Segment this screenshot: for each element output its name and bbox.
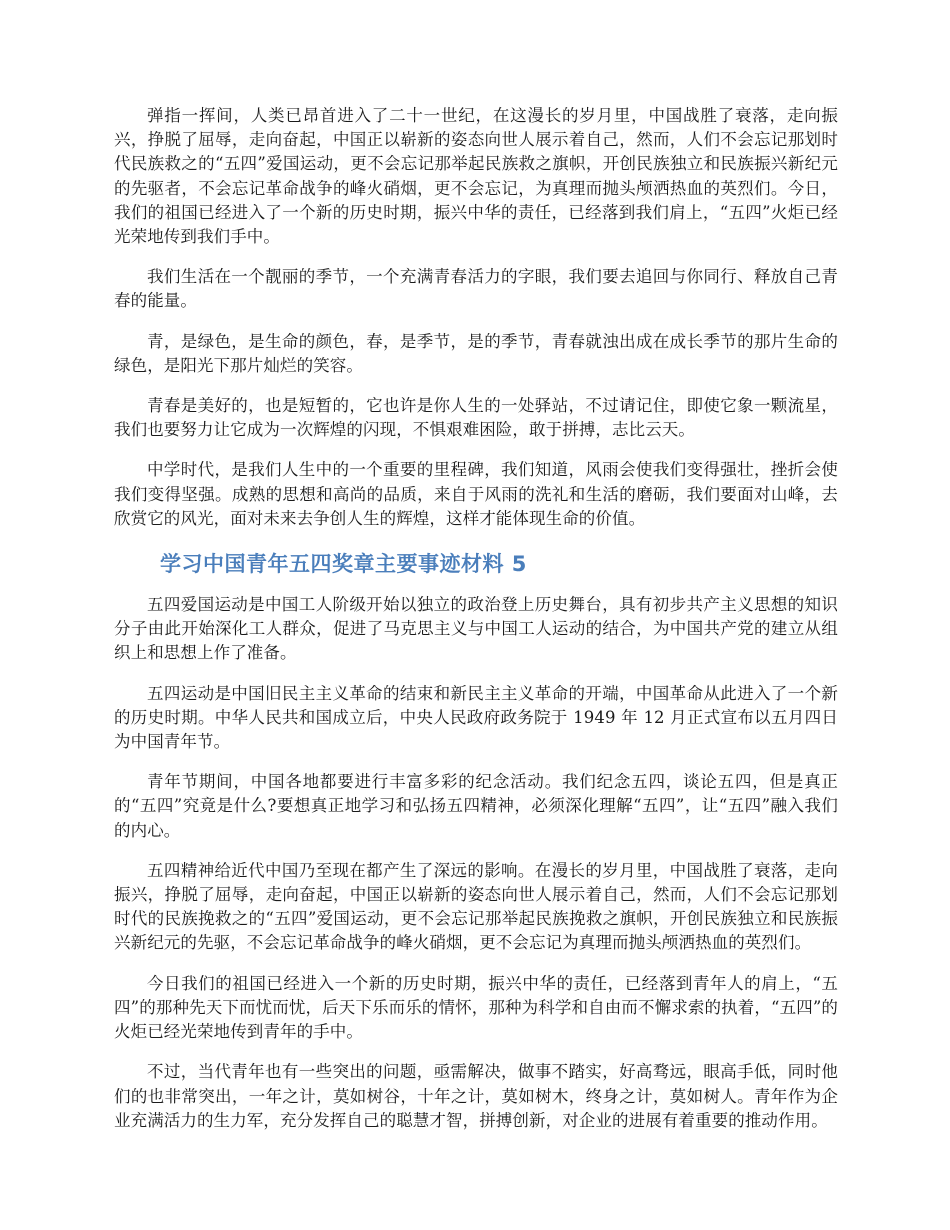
body-paragraph-1: 弹指一挥间，人类已昂首进入了二十一世纪，在这漫长的岁月里，中国战胜了衰落，走向振兴，挣脱了屈辱，走向奋起，中国正以崭新的姿态向世人展示着自己，然而，人们不会忘记那划时代民族救之的“五四”爱国运动，更不会忘记那举起民族救之旗帜，开创民族独立和民族振兴新纪元的先驱者，不会忘记革命战争的峰火硝烟，更不会忘记，为真理而抛头颅洒热血的英烈们。今日，我们的祖国已经进入了一个新的历史时期，振兴中华的责任，已经落到我们肩上，“五四”火炬已经光荣地传到我们手中。: [114, 106, 838, 247]
body-paragraph-6: 五四爱国运动是中国工人阶级开始以独立的政治登上历史舞台，具有初步共产主义思想的知识分子由此开始深化工人群众，促进了马克思主义与中国工人运动的结合，为中国共产党的建立从组织上和思想上作了准备。: [114, 595, 838, 663]
body-paragraph-3: 青，是绿色，是生命的颜色，春，是季节，是的季节，青春就浊出成在成长季节的那片生命的绿色，是阳光下那片灿烂的笑容。: [114, 331, 838, 375]
body-paragraph-11: 不过，当代青年也有一些突出的问题，亟需解决，做事不踏实，好高骛远，眼高手低，同时他们的也非常突出，一年之计，莫如树谷，十年之计，莫如树木，终身之计，莫如树人。青年作为企业充满活力的生力军，充分发挥自己的聪慧才智，拼搏创新，对企业的进展有着重要的推动作用。: [114, 1062, 838, 1130]
section-heading: 学习中国青年五四奖章主要事迹材料 5: [160, 552, 527, 577]
document-page: [114, 104, 838, 1149]
body-paragraph-5: 中学时代，是我们人生中的一个重要的里程碑，我们知道，风雨会使我们变得强壮，挫折会使我们变得坚强。成熟的思想和高尚的品质，来自于风雨的洗礼和生活的磨砺，我们要面对山峰，去欣赏它的风光，面对未来去争创人生的辉煌，这样才能体现生命的价值。: [114, 460, 838, 528]
body-paragraph-7: 五四运动是中国旧民主主义革命的结束和新民主主义革命的开端，中国革命从此进入了一个新的历史时期。中华人民共和国成立后，中央人民政府政务院于 1949 年 12 月正式宣布以五月四日为中国青年节。: [114, 683, 838, 752]
body-paragraph-8: 青年节期间，中国各地都要进行丰富多彩的纪念活动。我们纪念五四，谈论五四，但是真正的“五四”究竟是什么?要想真正地学习和弘扬五四精神，必须深化理解“五四”，让“五四”融入我们的内心。: [114, 772, 838, 840]
body-paragraph-2: 我们生活在一个靓丽的季节，一个充满青春活力的字眼，我们要去追回与你同行、释放自己青春的能量。: [114, 267, 838, 311]
body-paragraph-10: 今日我们的祖国已经进入一个新的历史时期，振兴中华的责任，已经落到青年人的肩上，“五四”的那种先天下而忧而忧，后天下乐而乐的情怀，那种为科学和自由而不懈求索的执着，“五四”的火炬已经光荣地传到青年的手中。: [114, 973, 838, 1042]
body-paragraph-4: 青春是美好的，也是短暂的，它也许是你人生的一处驿站，不过请记住，即使它象一颗流星，我们也要努力让它成为一次辉煌的闪现，不惧艰难困险，敢于拼搏，志比云天。: [114, 396, 838, 440]
body-paragraph-9: 五四精神给近代中国乃至现在都产生了深远的影响。在漫长的岁月里，中国战胜了衰落，走向振兴，挣脱了屈辱，走向奋起，中国正以崭新的姿态向世人展示着自己，然而，人们不会忘记那划时代的民族挽救之的“五四”爱国运动，更不会忘记那举起民族挽救之旗帜，开创民族独立和民族振兴新纪元的先驱，不会忘记革命战争的峰火硝烟，更不会忘记为真理而抛头颅洒热血的英烈们。: [114, 860, 838, 953]
